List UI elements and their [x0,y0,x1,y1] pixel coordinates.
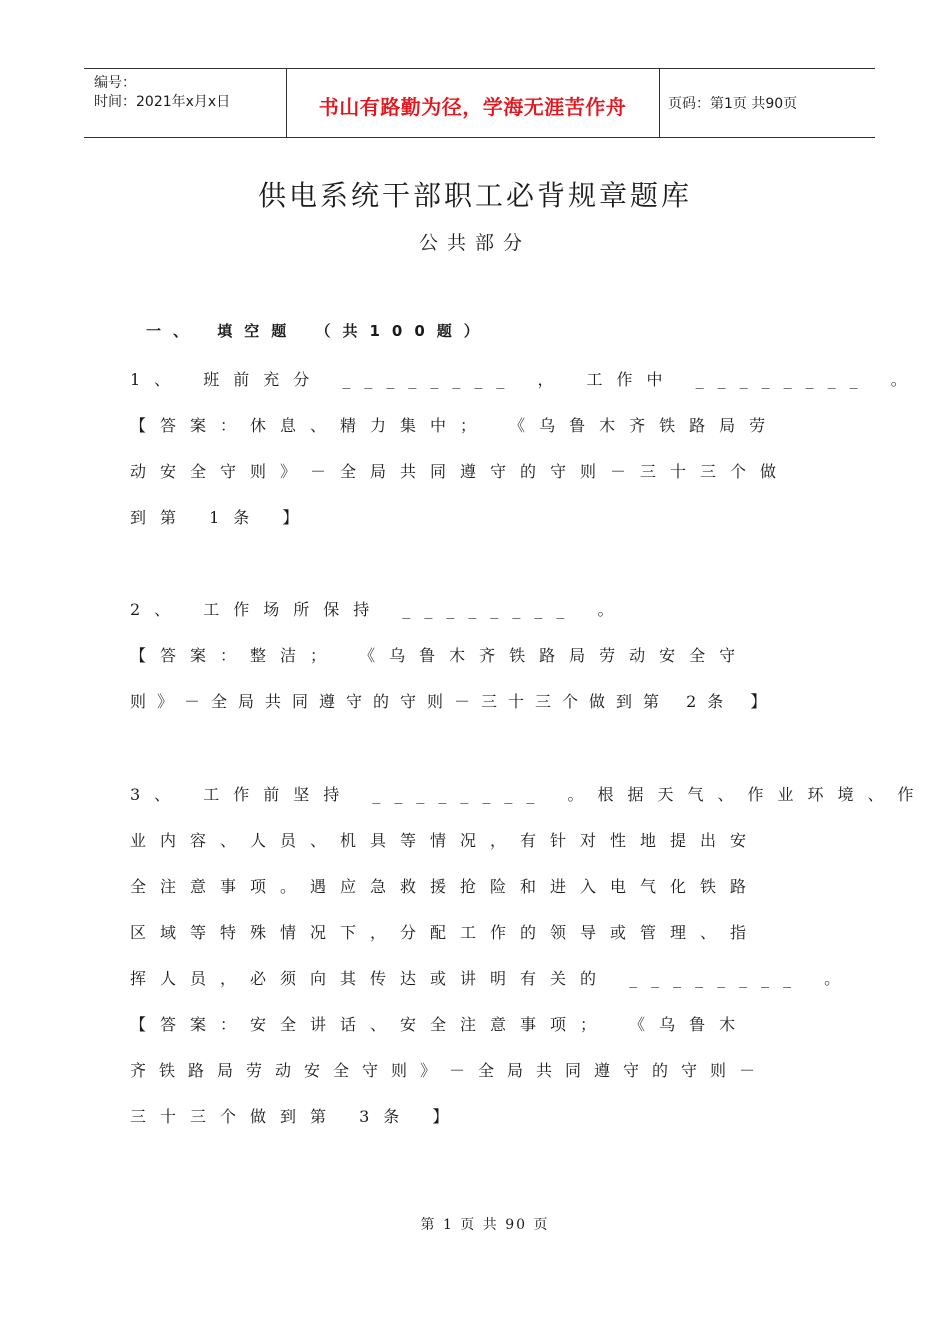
answer-3-line-2: 齐铁路局劳动安全守则》－全局共同遵守的守则－ [130,1061,769,1080]
answer-3-line-1: 【答案：安全讲话、安全注意事项； 《乌鲁木 [130,1015,750,1034]
answer-1-line-1: 【答案：休息、精力集中； 《乌鲁木齐铁路局劳 [130,416,780,435]
document-title: 供电系统干部职工必背规章题库 [257,179,692,212]
section-heading: 一、 填空题 （共100题） [146,322,491,340]
question-3-line-4: 区域等特殊情况下，分配工作的领导或管理、指 [130,923,761,942]
number-label: 编号： [94,75,136,91]
motto-text: 书山有路勤为径，学海无涯苦作舟 [318,95,627,119]
answer-2-line-2: 则》－全局共同遵守的守则－三十三个做到第 2条 】 [130,692,778,711]
answer-1-line-2: 动安全守则》－全局共同遵守的守则－三十三个做 [130,462,791,481]
header-page-cell [660,69,875,137]
header-motto-cell [286,69,660,137]
question-3-line-1: 3、 工作前坚持 ________ 。根据天气、作业环境、作 [130,785,928,804]
answer-3-line-3: 三十三个做到第 3条 】 [130,1107,463,1126]
header-meta-cell [84,69,287,137]
answer-2-line-1: 【答案：整洁； 《乌鲁木齐铁路局劳动安全守 [130,646,750,665]
header-table [84,68,875,138]
question-3-line-2: 业内容、人员、机具等情况，有针对性地提出安 [130,831,761,850]
page-info: 页码：第1页 共90页 [668,96,798,112]
page-footer: 第 1 页 共 90 页 [420,1217,550,1233]
answer-1-line-3: 到第 1条 】 [130,508,313,527]
document-subtitle: 公共部分 [418,232,531,254]
time-label: 时间：2021年x月x日 [94,94,231,110]
question-1-line: 1、 班前充分 ________ ， 工作中 ________ 。 [130,370,921,389]
question-2-line: 2、 工作场所保持 ________ 。 [130,600,628,619]
question-3-line-3: 全注意事项。遇应急救援抢险和进入电气化铁路 [130,877,761,896]
question-3-line-5: 挥人员，必须向其传达或讲明有关的 ________ 。 [130,969,855,988]
